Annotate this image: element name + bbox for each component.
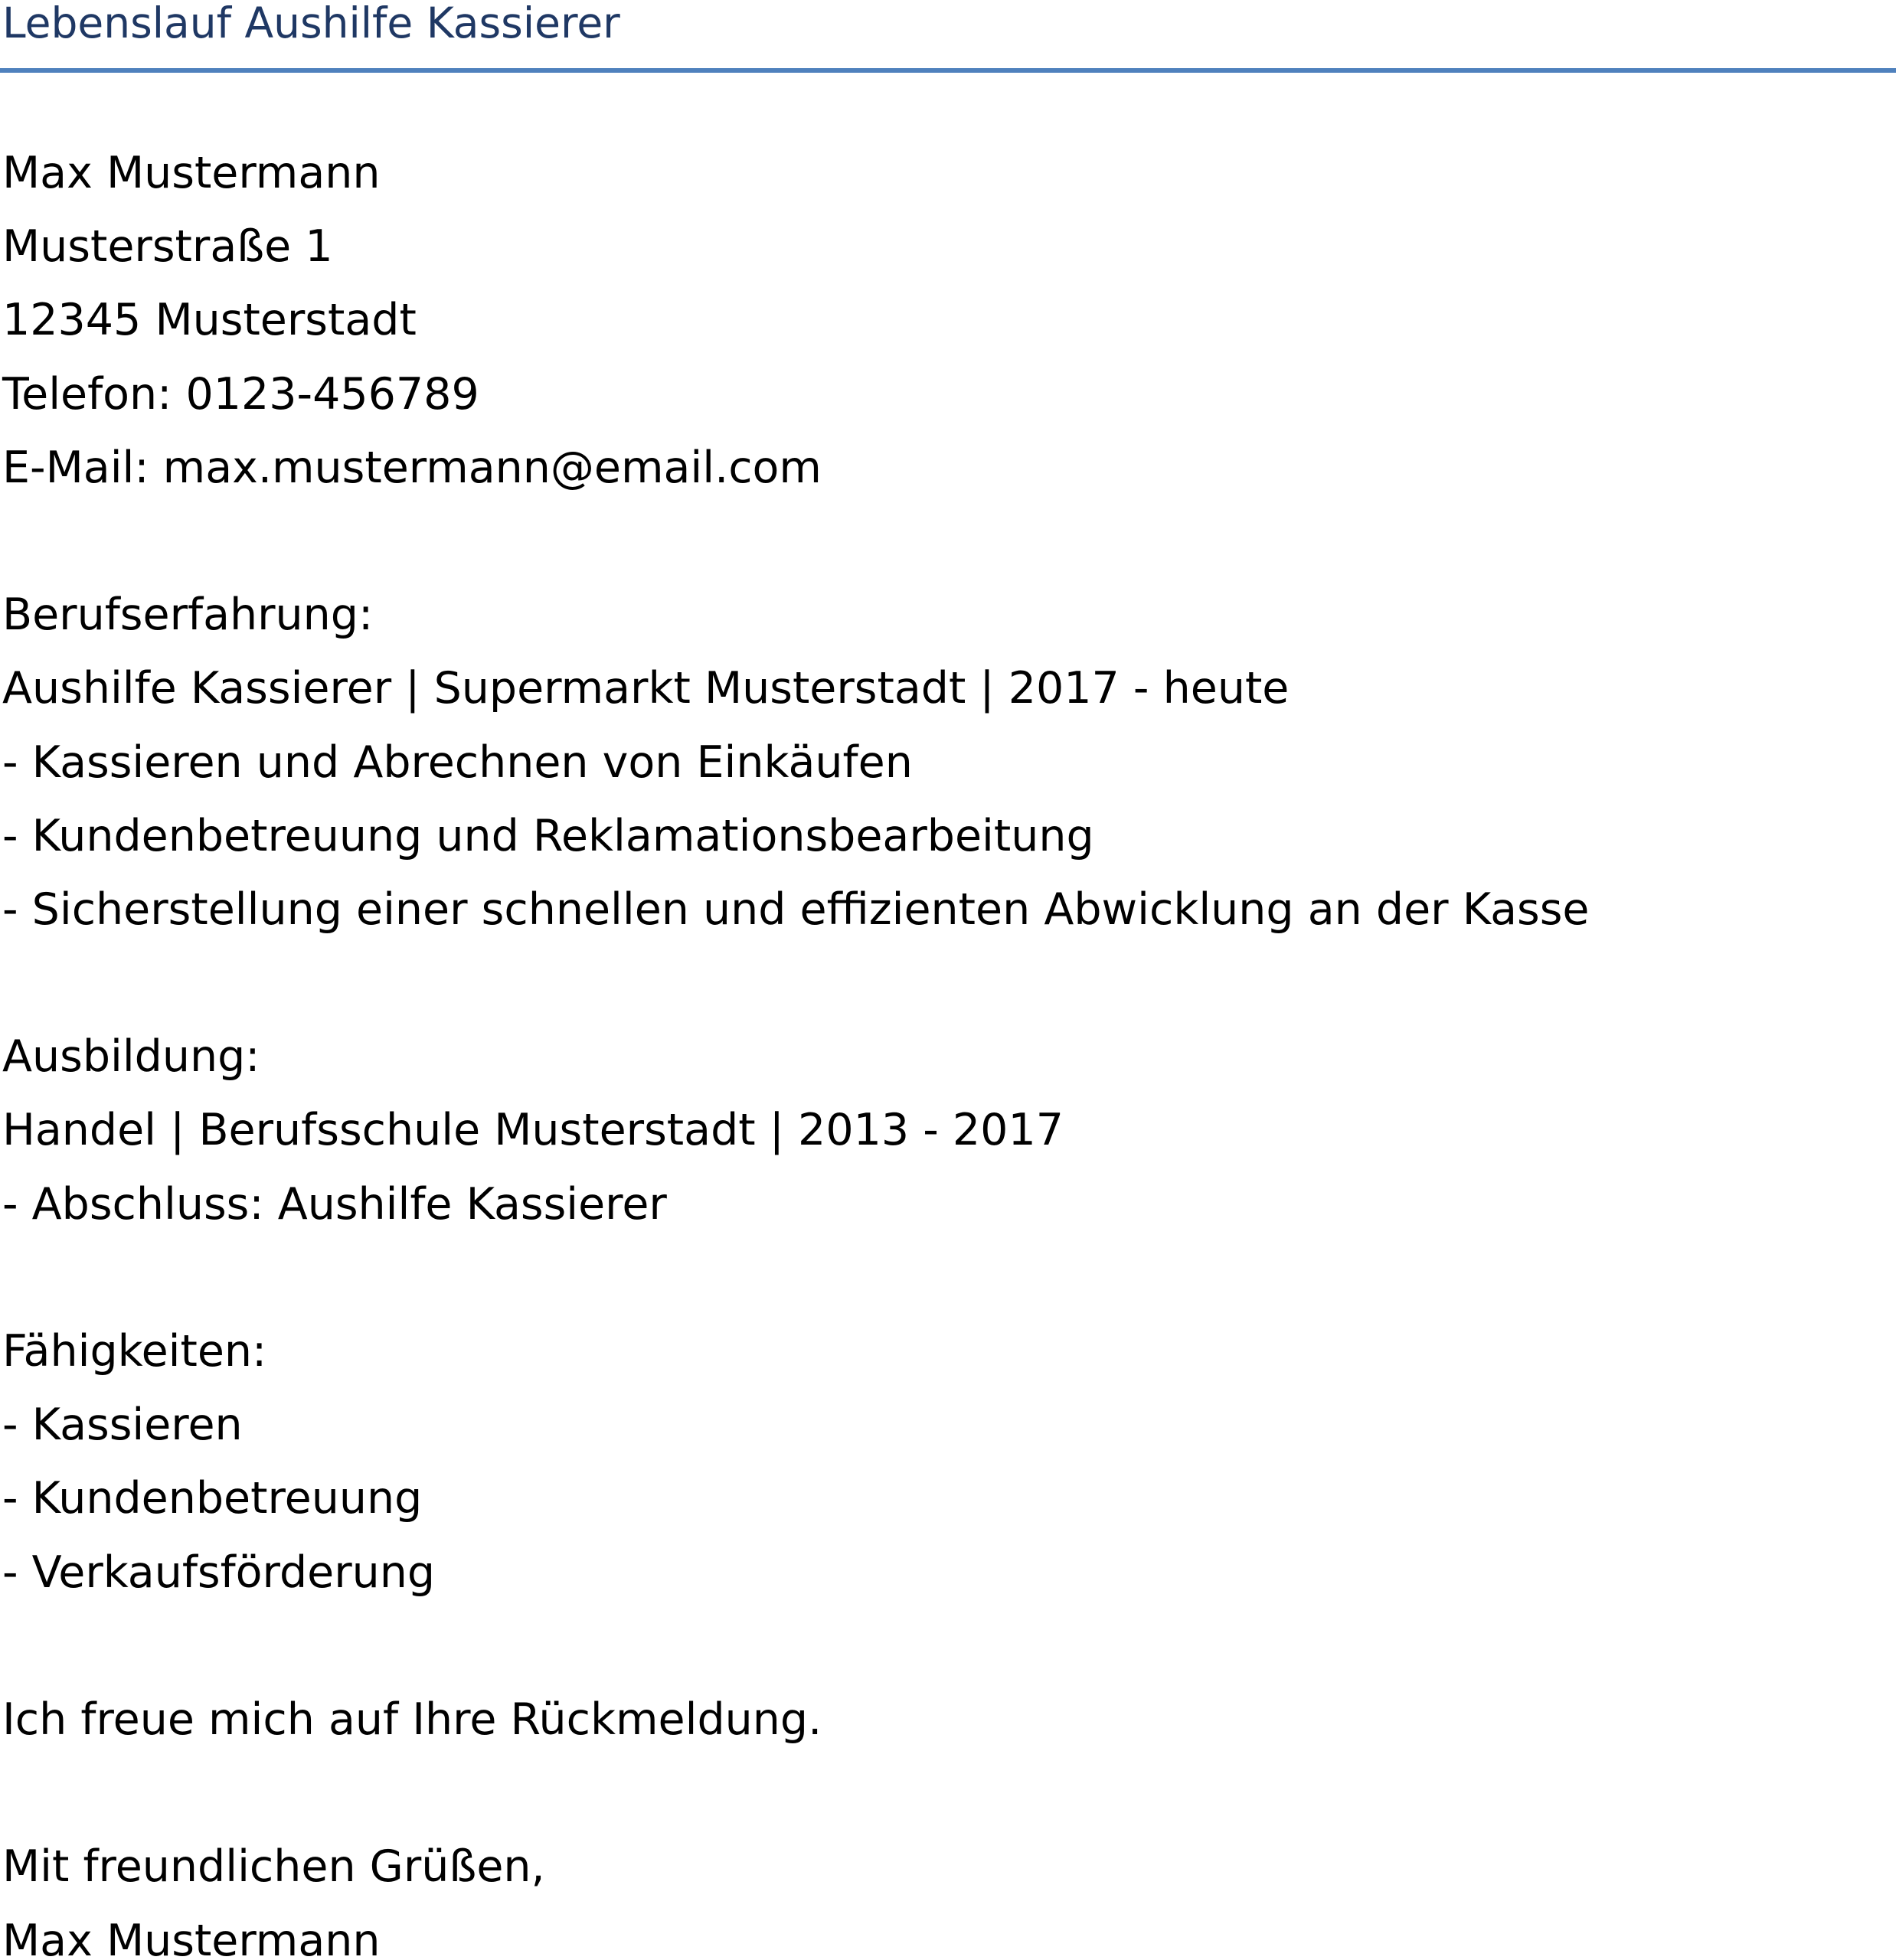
contact-email: E-Mail: max.mustermann@email.com bbox=[2, 442, 822, 493]
experience-section bbox=[2, 578, 1589, 946]
closing-signature: Max Mustermann bbox=[2, 1915, 381, 1960]
closing-section bbox=[2, 1683, 1589, 1960]
blank-line bbox=[2, 1609, 1589, 1683]
education-section bbox=[2, 1020, 1589, 1241]
education-degree: - Abschluss: Aushilfe Kassierer bbox=[2, 1178, 667, 1230]
closing-message: Ich freue mich auf Ihre Rückmeldung. bbox=[2, 1694, 822, 1745]
document-body bbox=[2, 136, 1589, 1960]
experience-heading: Berufserfahrung: bbox=[2, 590, 374, 641]
closing-greeting: Mit freundlichen Grüßen, bbox=[2, 1841, 545, 1893]
blank-line bbox=[2, 946, 1589, 1020]
contact-street: Musterstraße 1 bbox=[2, 221, 333, 273]
skill-item: - Verkaufsförderung bbox=[2, 1547, 436, 1598]
blank-line bbox=[2, 505, 1589, 578]
blank-line bbox=[2, 1241, 1589, 1315]
experience-entry: Aushilfe Kassierer | Supermarkt Musterstadt | 2017 - heute bbox=[2, 663, 1290, 714]
education-heading: Ausbildung: bbox=[2, 1031, 260, 1083]
experience-task: - Sicherstellung einer schnellen und effizienten Abwicklung an der Kasse bbox=[2, 884, 1590, 935]
skill-item: - Kassieren bbox=[2, 1400, 243, 1451]
document-title: Lebenslauf Aushilfe Kassierer bbox=[2, 0, 620, 47]
skill-item: - Kundenbetreuung bbox=[2, 1473, 423, 1524]
skills-section bbox=[2, 1315, 1589, 1609]
contact-phone: Telefon: 0123-456789 bbox=[2, 368, 479, 420]
contact-city: 12345 Musterstadt bbox=[2, 295, 417, 346]
skills-heading: Fähigkeiten: bbox=[2, 1326, 267, 1377]
experience-task: - Kundenbetreuung und Reklamationsbearbeitung bbox=[2, 810, 1094, 861]
contact-name: Max Mustermann bbox=[2, 148, 381, 198]
blank-line bbox=[2, 1756, 1589, 1830]
education-entry: Handel | Berufsschule Musterstadt | 2013 - 2017 bbox=[2, 1105, 1064, 1156]
title-underline bbox=[0, 68, 1896, 73]
contact-block bbox=[2, 136, 1589, 505]
experience-task: - Kassieren und Abrechnen von Einkäufen bbox=[2, 737, 913, 788]
